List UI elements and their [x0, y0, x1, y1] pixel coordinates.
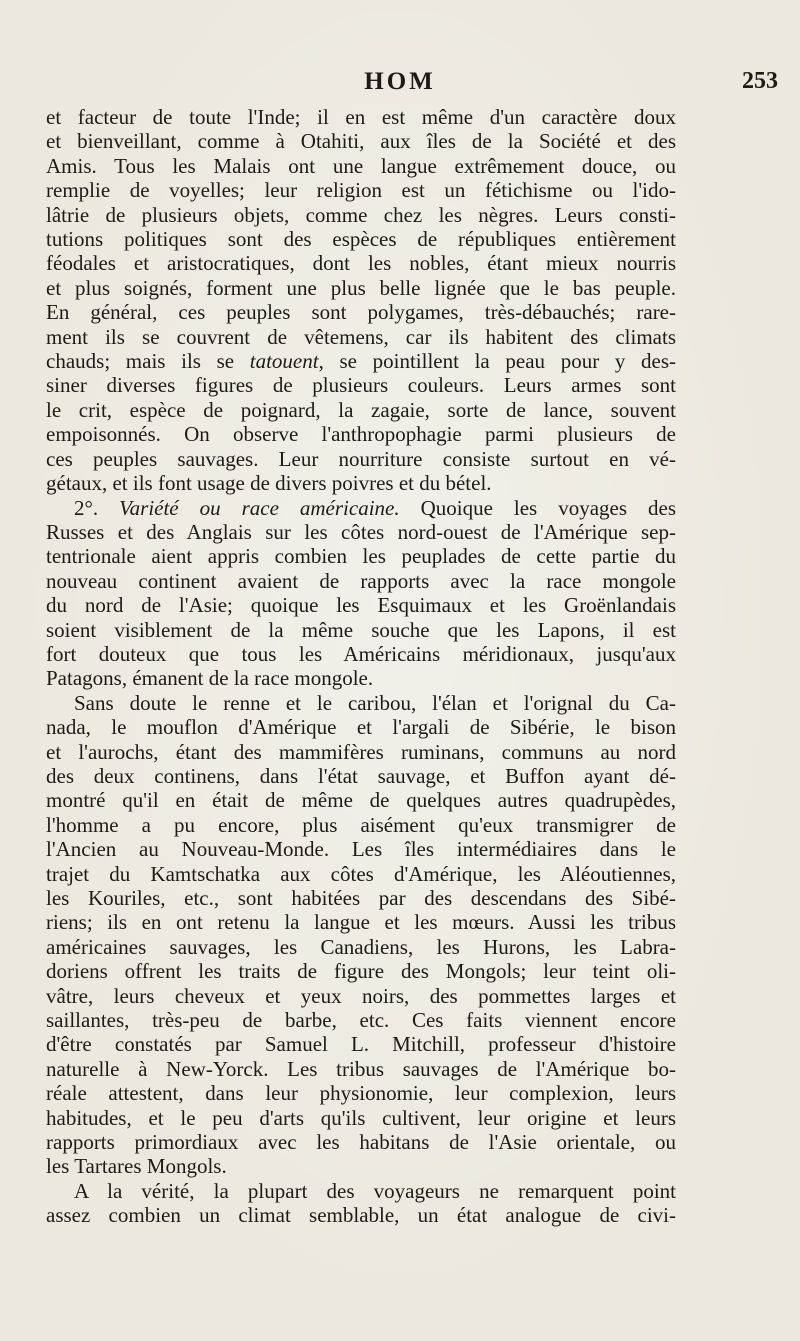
text-line: soient visiblement de la même souche que les Lapons, il est [46, 617, 676, 642]
text-line: chauds; mais ils se tatouent, se pointillent la peau pour y des- [46, 349, 676, 374]
text-line: fort douteux que tous les Américains méridionaux, jusqu'aux [46, 641, 676, 666]
text-line: lâtrie de plusieurs objets, comme chez les nègres. Leurs consti- [46, 202, 676, 227]
text-line: 2°. Variété ou race américaine. Quoique les voyages des [74, 495, 676, 520]
text-line: d'être constatés par Samuel L. Mitchill, professeur d'histoire [46, 1032, 676, 1057]
text-line: ment ils se couvrent de vêtemens, car ils habitent des climats [46, 324, 676, 349]
text-line: A la vérité, la plupart des voyageurs ne remarquent point [74, 1178, 676, 1203]
text-line: des deux continens, dans l'état sauvage, et Buffon ayant dé- [46, 763, 676, 788]
text-line: trajet du Kamtschatka aux côtes d'Amérique, les Aléoutiennes, [46, 861, 676, 886]
page-header [0, 68, 800, 102]
text-line: féodales et aristocratiques, dont les nobles, étant mieux nourris [46, 251, 676, 276]
paragraph [46, 691, 676, 1179]
text-line: du nord de l'Asie; quoique les Esquimaux et les Groënlandais [46, 593, 676, 618]
text-line: Patagons, émanent de la race mongole. [46, 666, 374, 691]
text-line: doriens offrent les traits de figure des Mongols; leur teint oli- [46, 959, 676, 984]
text-line: l'homme a pu encore, plus aisément qu'eux transmigrer de [46, 812, 676, 837]
text-line: habitudes, et le peu d'arts qu'ils cultivent, leur origine et leurs [46, 1105, 676, 1130]
text-line: saillantes, très-peu de barbe, etc. Ces faits viennent encore [46, 1008, 676, 1033]
text-line: les Tartares Mongols. [46, 1154, 227, 1179]
text-line: nouveau continent avaient de rapports avec la race mongole [46, 568, 676, 593]
text-line: montré qu'il en était de même de quelques autres quadrupèdes, [46, 788, 676, 813]
text-line: nada, le mouflon d'Amérique et l'argali de Sibérie, le bison [46, 715, 676, 740]
text-line: et plus soignés, forment une plus belle lignée que le bas peuple. [46, 275, 676, 300]
text-line: rapports primordiaux avec les habitans de l'Asie orientale, ou [46, 1130, 676, 1155]
text-line: siner diverses figures de plusieurs couleurs. Leurs armes sont [46, 373, 676, 398]
text-line: américaines sauvages, les Canadiens, les Hurons, les Labra- [46, 934, 676, 959]
text-line: les Kouriles, etc., sont habitées par des descendans des Sibé- [46, 886, 676, 910]
text-line: Sans doute le renne et le caribou, l'élan et l'orignal du Ca- [74, 690, 676, 715]
text-line: le crit, espèce de poignard, la zagaie, sorte de lance, souvent [46, 397, 676, 422]
text-line: riens; ils en ont retenu la langue et les mœurs. Aussi les tribus [46, 910, 676, 935]
text-line: gétaux, et ils font usage de divers poivres et du bétel. [46, 471, 492, 496]
page-number: 253 [742, 68, 778, 94]
text-line: Russes et des Anglais sur les côtes nord-ouest de l'Amérique sep- [46, 519, 676, 544]
running-head: HOM [364, 68, 436, 95]
text-line: vâtre, leurs cheveux et yeux noirs, des pommettes larges et [46, 983, 676, 1008]
paragraph [46, 1179, 676, 1228]
paragraph [46, 496, 676, 691]
body-text [46, 105, 676, 1228]
text-line: assez combien un climat semblable, un état analogue de civi- [46, 1203, 676, 1228]
text-line: ces peuples sauvages. Leur nourriture consiste surtout en vé- [46, 446, 676, 471]
text-line: naturelle à New-Yorck. Les tribus sauvages de l'Amérique bo- [46, 1056, 676, 1081]
text-line: et facteur de toute l'Inde; il en est même d'un caractère doux [46, 105, 676, 129]
text-line: réale attestent, dans leur physionomie, leur complexion, leurs [46, 1081, 676, 1106]
text-line: l'Ancien au Nouveau-Monde. Les îles intermédiaires dans le [46, 837, 676, 862]
text-line: tentrionale aient appris combien les peuplades de cette partie du [46, 544, 676, 569]
text-line: et bienveillant, comme à Otahiti, aux îles de la Société et des [46, 129, 676, 154]
text-line: remplie de voyelles; leur religion est un fétichisme ou l'ido- [46, 178, 676, 203]
text-line: et l'aurochs, étant des mammifères ruminans, communs au nord [46, 739, 676, 764]
paragraph [46, 105, 676, 496]
text-line: En général, ces peuples sont polygames, très-débauchés; rare- [46, 300, 676, 325]
text-line: empoisonnés. On observe l'anthropophagie parmi plusieurs de [46, 422, 676, 447]
text-line: tutions politiques sont des espèces de républiques entièrement [46, 227, 676, 252]
text-line: Amis. Tous les Malais ont une langue extrêmement douce, ou [46, 153, 676, 178]
